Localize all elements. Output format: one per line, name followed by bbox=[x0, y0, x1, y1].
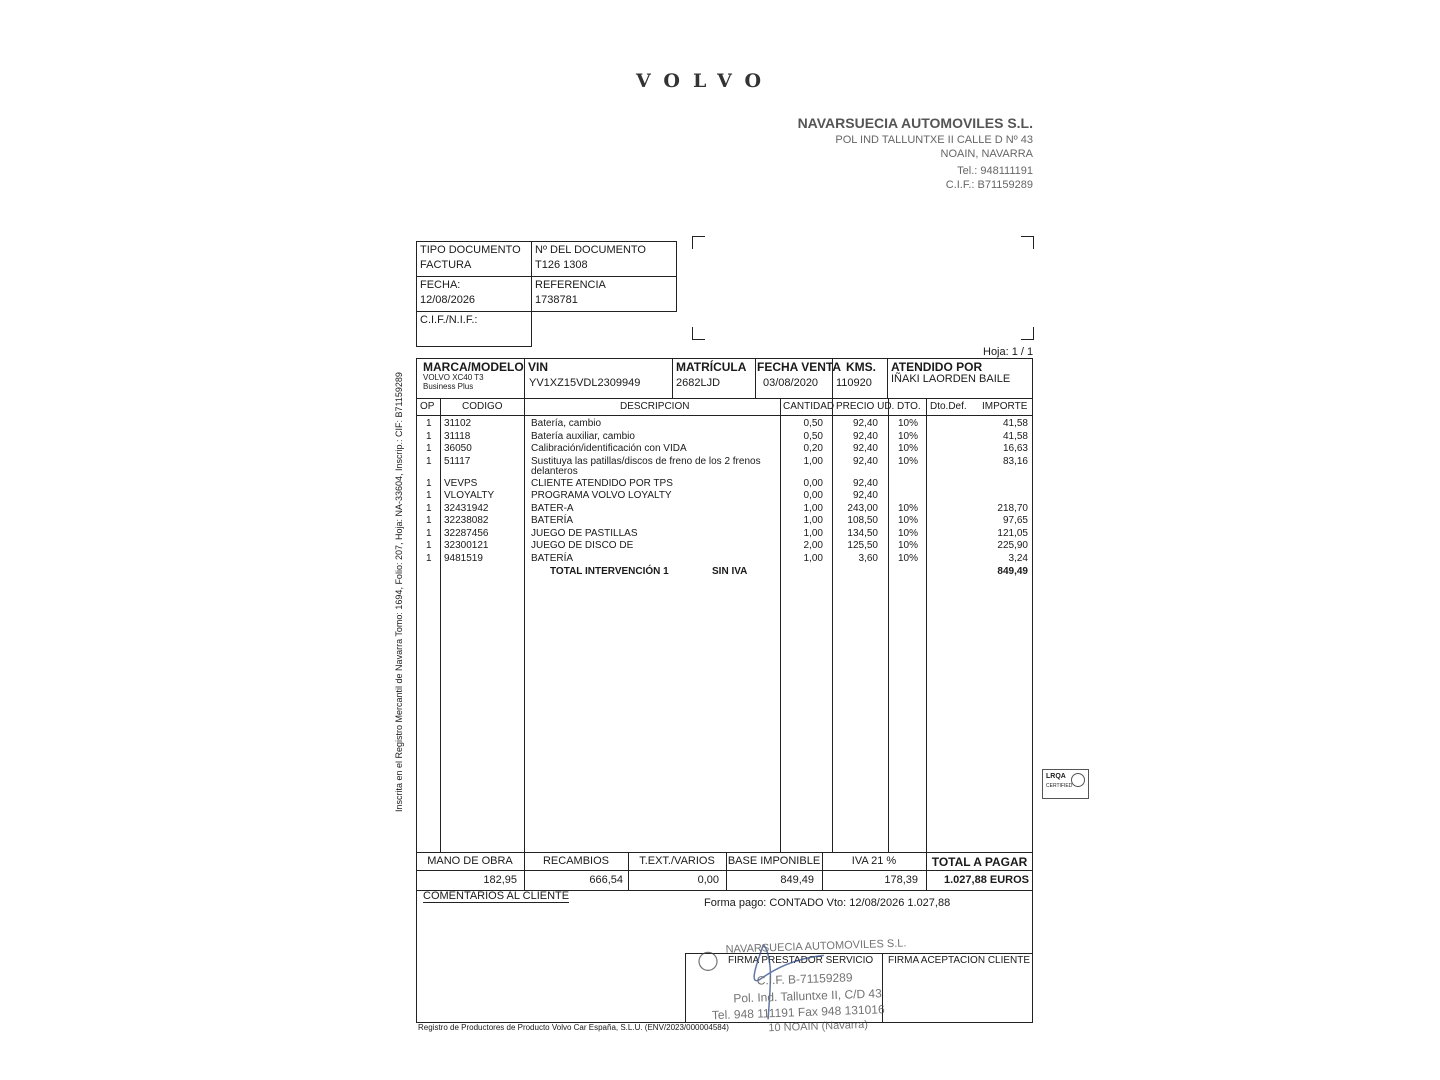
company-cif: C.I.F.: B71159289 bbox=[945, 179, 1033, 191]
cell-cant: 2,00 bbox=[803, 540, 823, 551]
cell-codigo: 32287456 bbox=[444, 527, 489, 539]
comentarios-label: COMENTARIOS AL CLIENTE bbox=[423, 890, 570, 902]
divider bbox=[416, 870, 1033, 871]
cell-precio: 92,40 bbox=[852, 490, 878, 501]
fecha-venta-value: 03/08/2020 bbox=[763, 377, 819, 389]
kms-label: KMS. bbox=[846, 360, 876, 374]
recambios-value: 666,54 bbox=[589, 874, 623, 886]
cell-precio: 125,50 bbox=[847, 540, 878, 551]
divider bbox=[672, 358, 673, 398]
cell-desc: BATERÍA bbox=[531, 515, 574, 526]
total-intervencion-value: 849,49 bbox=[997, 566, 1028, 577]
cell-op: 1 bbox=[426, 527, 432, 539]
cell-precio: 92,40 bbox=[852, 418, 878, 429]
lrqa-certification-badge bbox=[1042, 769, 1089, 799]
stamp-line-5: 10 NOAIN (Navarra) bbox=[768, 1018, 869, 1035]
total-pagar-label: TOTAL A PAGAR bbox=[931, 855, 1028, 869]
stamp-line-3: Pol. Ind. Talluntxe II, C/D 43 bbox=[733, 986, 883, 1006]
cell-desc: Batería auxiliar, cambio bbox=[531, 430, 635, 442]
vin-value: YV1XZ15VDL2309949 bbox=[529, 377, 641, 389]
cell-cant: 0,50 bbox=[803, 430, 823, 442]
cell-precio: 134,50 bbox=[847, 527, 878, 539]
divider bbox=[887, 358, 888, 398]
cell-importe: 41,58 bbox=[1002, 430, 1028, 442]
base-imponible-value: 849,49 bbox=[780, 874, 814, 886]
marca-value-1: VOLVO XC40 T3 bbox=[423, 373, 484, 382]
col-dto: DTO. bbox=[897, 401, 921, 412]
cell-dto: 10% bbox=[897, 527, 918, 539]
fecha-value: 12/08/2026 bbox=[420, 294, 476, 306]
fecha-venta-label: FECHA VENTA bbox=[757, 360, 841, 374]
page-number: Hoja: 1 / 1 bbox=[983, 346, 1034, 358]
cell-desc-continued: delanteros bbox=[531, 465, 578, 477]
cell-op: 1 bbox=[426, 552, 432, 564]
cell-desc: BATER-A bbox=[531, 502, 574, 514]
cell-cant: 1,00 bbox=[803, 552, 823, 564]
cell-cant: 1,00 bbox=[803, 527, 823, 539]
referencia-value: 1738781 bbox=[535, 294, 578, 306]
tipo-doc-value: FACTURA bbox=[420, 259, 472, 271]
divider bbox=[888, 398, 889, 852]
cell-cant: 0,50 bbox=[803, 418, 823, 429]
lrqa-label: LRQA bbox=[1046, 773, 1066, 780]
marca-label: MARCA/MODELO bbox=[423, 360, 524, 374]
cell-cant: 0,00 bbox=[803, 477, 823, 489]
text-varios-label: T.EXT./VARIOS bbox=[639, 855, 715, 867]
cell-desc: JUEGO DE PASTILLAS bbox=[531, 527, 638, 539]
cell-cant: 1,00 bbox=[803, 515, 823, 526]
iva-value: 178,39 bbox=[884, 874, 918, 886]
company-tel: Tel.: 948111191 bbox=[957, 165, 1033, 177]
cell-codigo: 32300121 bbox=[444, 540, 489, 551]
cell-op: 1 bbox=[426, 477, 432, 489]
cell-cant: 1,00 bbox=[803, 502, 823, 514]
document-header bbox=[416, 241, 677, 347]
cell-dto: 10% bbox=[897, 552, 918, 564]
vin-label: VIN bbox=[528, 360, 549, 374]
firma-prestador-label: FIRMA PRESTADOR SERVICIO bbox=[728, 955, 874, 966]
lrqa-certified: CERTIFIED bbox=[1046, 783, 1073, 789]
sin-iva-label: SIN IVA bbox=[712, 566, 748, 577]
cell-op: 1 bbox=[426, 443, 432, 454]
cell-cant: 0,20 bbox=[803, 443, 823, 454]
cell-codigo: 51117 bbox=[444, 455, 471, 467]
cell-op: 1 bbox=[426, 540, 432, 551]
atendido-value: IÑAKI LAORDEN BAILE bbox=[891, 373, 1011, 385]
cell-cant: 1,00 bbox=[803, 455, 823, 467]
cell-precio: 92,40 bbox=[852, 430, 878, 442]
cell-importe: 41,58 bbox=[1002, 418, 1028, 429]
address-corner-bl bbox=[692, 327, 705, 340]
cell-importe: 83,16 bbox=[1002, 455, 1028, 467]
cell-desc: CLIENTE ATENDIDO POR TPS bbox=[531, 477, 673, 489]
col-descripcion: DESCRIPCION bbox=[620, 401, 690, 412]
total-pagar-value: 1.027,88 EUROS bbox=[944, 874, 1029, 886]
cell-precio: 92,40 bbox=[852, 455, 878, 467]
cell-codigo: 32238082 bbox=[444, 515, 489, 526]
firma-cliente-label: FIRMA ACEPTACION CLIENTE bbox=[888, 955, 1031, 966]
iva-label: IVA 21 % bbox=[851, 855, 897, 867]
address-corner-br bbox=[1021, 327, 1034, 340]
base-imponible-label: BASE IMPONIBLE bbox=[727, 855, 821, 867]
col-dtodef: Dto.Def. bbox=[930, 401, 967, 412]
cell-importe: 225,90 bbox=[997, 540, 1028, 551]
cell-dto: 10% bbox=[897, 515, 918, 526]
volvo-logo: VOLVO bbox=[636, 70, 775, 92]
total-intervencion-label: TOTAL INTERVENCIÓN 1 bbox=[550, 566, 669, 577]
divider bbox=[755, 358, 756, 398]
divider bbox=[524, 398, 525, 852]
cell-codigo: VEVPS bbox=[444, 477, 478, 489]
company-info bbox=[798, 116, 1033, 192]
col-codigo: CODIGO bbox=[462, 401, 503, 412]
divider bbox=[832, 398, 833, 852]
cell-desc: BATERÍA bbox=[531, 552, 574, 564]
divider bbox=[926, 398, 927, 852]
cell-desc: Batería, cambio bbox=[531, 418, 602, 429]
cell-importe: 16,63 bbox=[1002, 443, 1028, 454]
marca-value-2: Business Plus bbox=[423, 382, 474, 391]
text-varios-value: 0,00 bbox=[697, 874, 719, 886]
col-importe: IMPORTE bbox=[982, 401, 1028, 412]
fecha-label: FECHA: bbox=[420, 279, 461, 291]
cif-nif-label: C.I.F./N.I.F.: bbox=[420, 314, 478, 326]
cell-dto: 10% bbox=[897, 455, 918, 467]
cell-codigo: 32431942 bbox=[444, 502, 489, 514]
col-cantidad: CANTIDAD bbox=[783, 401, 835, 412]
cell-dto: 10% bbox=[897, 418, 918, 429]
matricula-label: MATRÍCULA bbox=[676, 360, 747, 374]
cell-precio: 243,00 bbox=[847, 502, 878, 514]
cell-codigo: 31102 bbox=[444, 418, 472, 429]
cell-dto: 10% bbox=[897, 502, 918, 514]
address-corner-tl bbox=[692, 236, 705, 249]
cell-op: 1 bbox=[426, 418, 432, 429]
cell-precio: 92,40 bbox=[852, 443, 878, 454]
cell-desc: JUEGO DE DISCO DE bbox=[531, 540, 634, 551]
stamp-line-2: C.I.F. B-71159289 bbox=[756, 970, 853, 988]
mano-obra-label: MANO DE OBRA bbox=[427, 855, 513, 867]
divider bbox=[685, 953, 686, 1023]
certification-icon bbox=[1071, 773, 1085, 787]
cell-precio: 92,40 bbox=[852, 477, 878, 489]
side-registro-text: Inscrita en el Registro Mercantil de Navarra Tomo: 1694, Folio: 207, Hoja: NA-33604, Inscrip.: CIF: B71159289 bbox=[394, 372, 404, 812]
cell-importe: 3,24 bbox=[1008, 552, 1028, 564]
cell-dto: 10% bbox=[897, 540, 918, 551]
company-city: NOAIN, NAVARRA bbox=[940, 148, 1033, 160]
cell-desc: Sustituya las patillas/discos de freno de los 2 frenos bbox=[531, 455, 761, 467]
cell-codigo: 36050 bbox=[444, 443, 472, 454]
cell-codigo: VLOYALTY bbox=[444, 490, 495, 501]
cell-op: 1 bbox=[426, 430, 432, 442]
kms-value: 110920 bbox=[836, 377, 872, 389]
divider bbox=[524, 358, 525, 398]
stamp-line-4: Tel. 948 111191 Fax 948 131016 bbox=[711, 1002, 885, 1023]
cell-op: 1 bbox=[426, 455, 432, 467]
address-corner-tr bbox=[1021, 236, 1034, 249]
company-name: NAVARSUECIA AUTOMOVILES S.L. bbox=[797, 115, 1033, 131]
cell-dto: 10% bbox=[897, 443, 918, 454]
divider bbox=[780, 398, 781, 852]
col-op: OP bbox=[420, 401, 435, 412]
referencia-label: REFERENCIA bbox=[535, 279, 606, 291]
cell-precio: 3,60 bbox=[858, 552, 878, 564]
company-address: POL IND TALLUNTXE II CALLE D Nº 43 bbox=[835, 134, 1033, 146]
divider bbox=[440, 398, 441, 852]
mano-obra-value: 182,95 bbox=[483, 874, 517, 886]
atendido-label: ATENDIDO POR bbox=[891, 360, 983, 374]
num-doc-label: Nº DEL DOCUMENTO bbox=[535, 244, 646, 256]
cell-codigo: 9481519 bbox=[444, 552, 483, 564]
cell-op: 1 bbox=[426, 515, 432, 526]
num-doc-value: T126 1308 bbox=[535, 259, 588, 271]
footer-registro: Registro de Productores de Producto Volvo Car España, S.L.U. (ENV/2023/000004584) bbox=[418, 1023, 729, 1032]
cell-cant: 0,00 bbox=[803, 490, 823, 501]
divider bbox=[416, 852, 1033, 853]
cell-op: 1 bbox=[426, 502, 432, 514]
divider bbox=[416, 415, 1033, 416]
recambios-label: RECAMBIOS bbox=[542, 855, 609, 867]
col-precio: PRECIO UD. bbox=[836, 401, 895, 412]
cell-importe: 97,65 bbox=[1002, 515, 1028, 526]
tipo-doc-label: TIPO DOCUMENTO bbox=[420, 244, 521, 256]
stamp-line-1: NAVARSUECIA AUTOMOVILES S.L. bbox=[725, 937, 907, 956]
cell-op: 1 bbox=[426, 490, 432, 501]
cell-desc: PROGRAMA VOLVO LOYALTY bbox=[531, 490, 672, 501]
cell-importe: 218,70 bbox=[997, 502, 1028, 514]
divider bbox=[416, 398, 1033, 399]
cell-codigo: 31118 bbox=[444, 430, 471, 442]
matricula-value: 2682LJD bbox=[676, 377, 721, 389]
cell-dto: 10% bbox=[897, 430, 918, 442]
cell-importe: 121,05 bbox=[997, 527, 1028, 539]
forma-pago: Forma pago: CONTADO Vto: 12/08/2026 1.027,88 bbox=[704, 897, 951, 909]
cell-desc: Calibración/identificación con VIDA bbox=[531, 443, 687, 454]
cell-precio: 108,50 bbox=[847, 515, 878, 526]
